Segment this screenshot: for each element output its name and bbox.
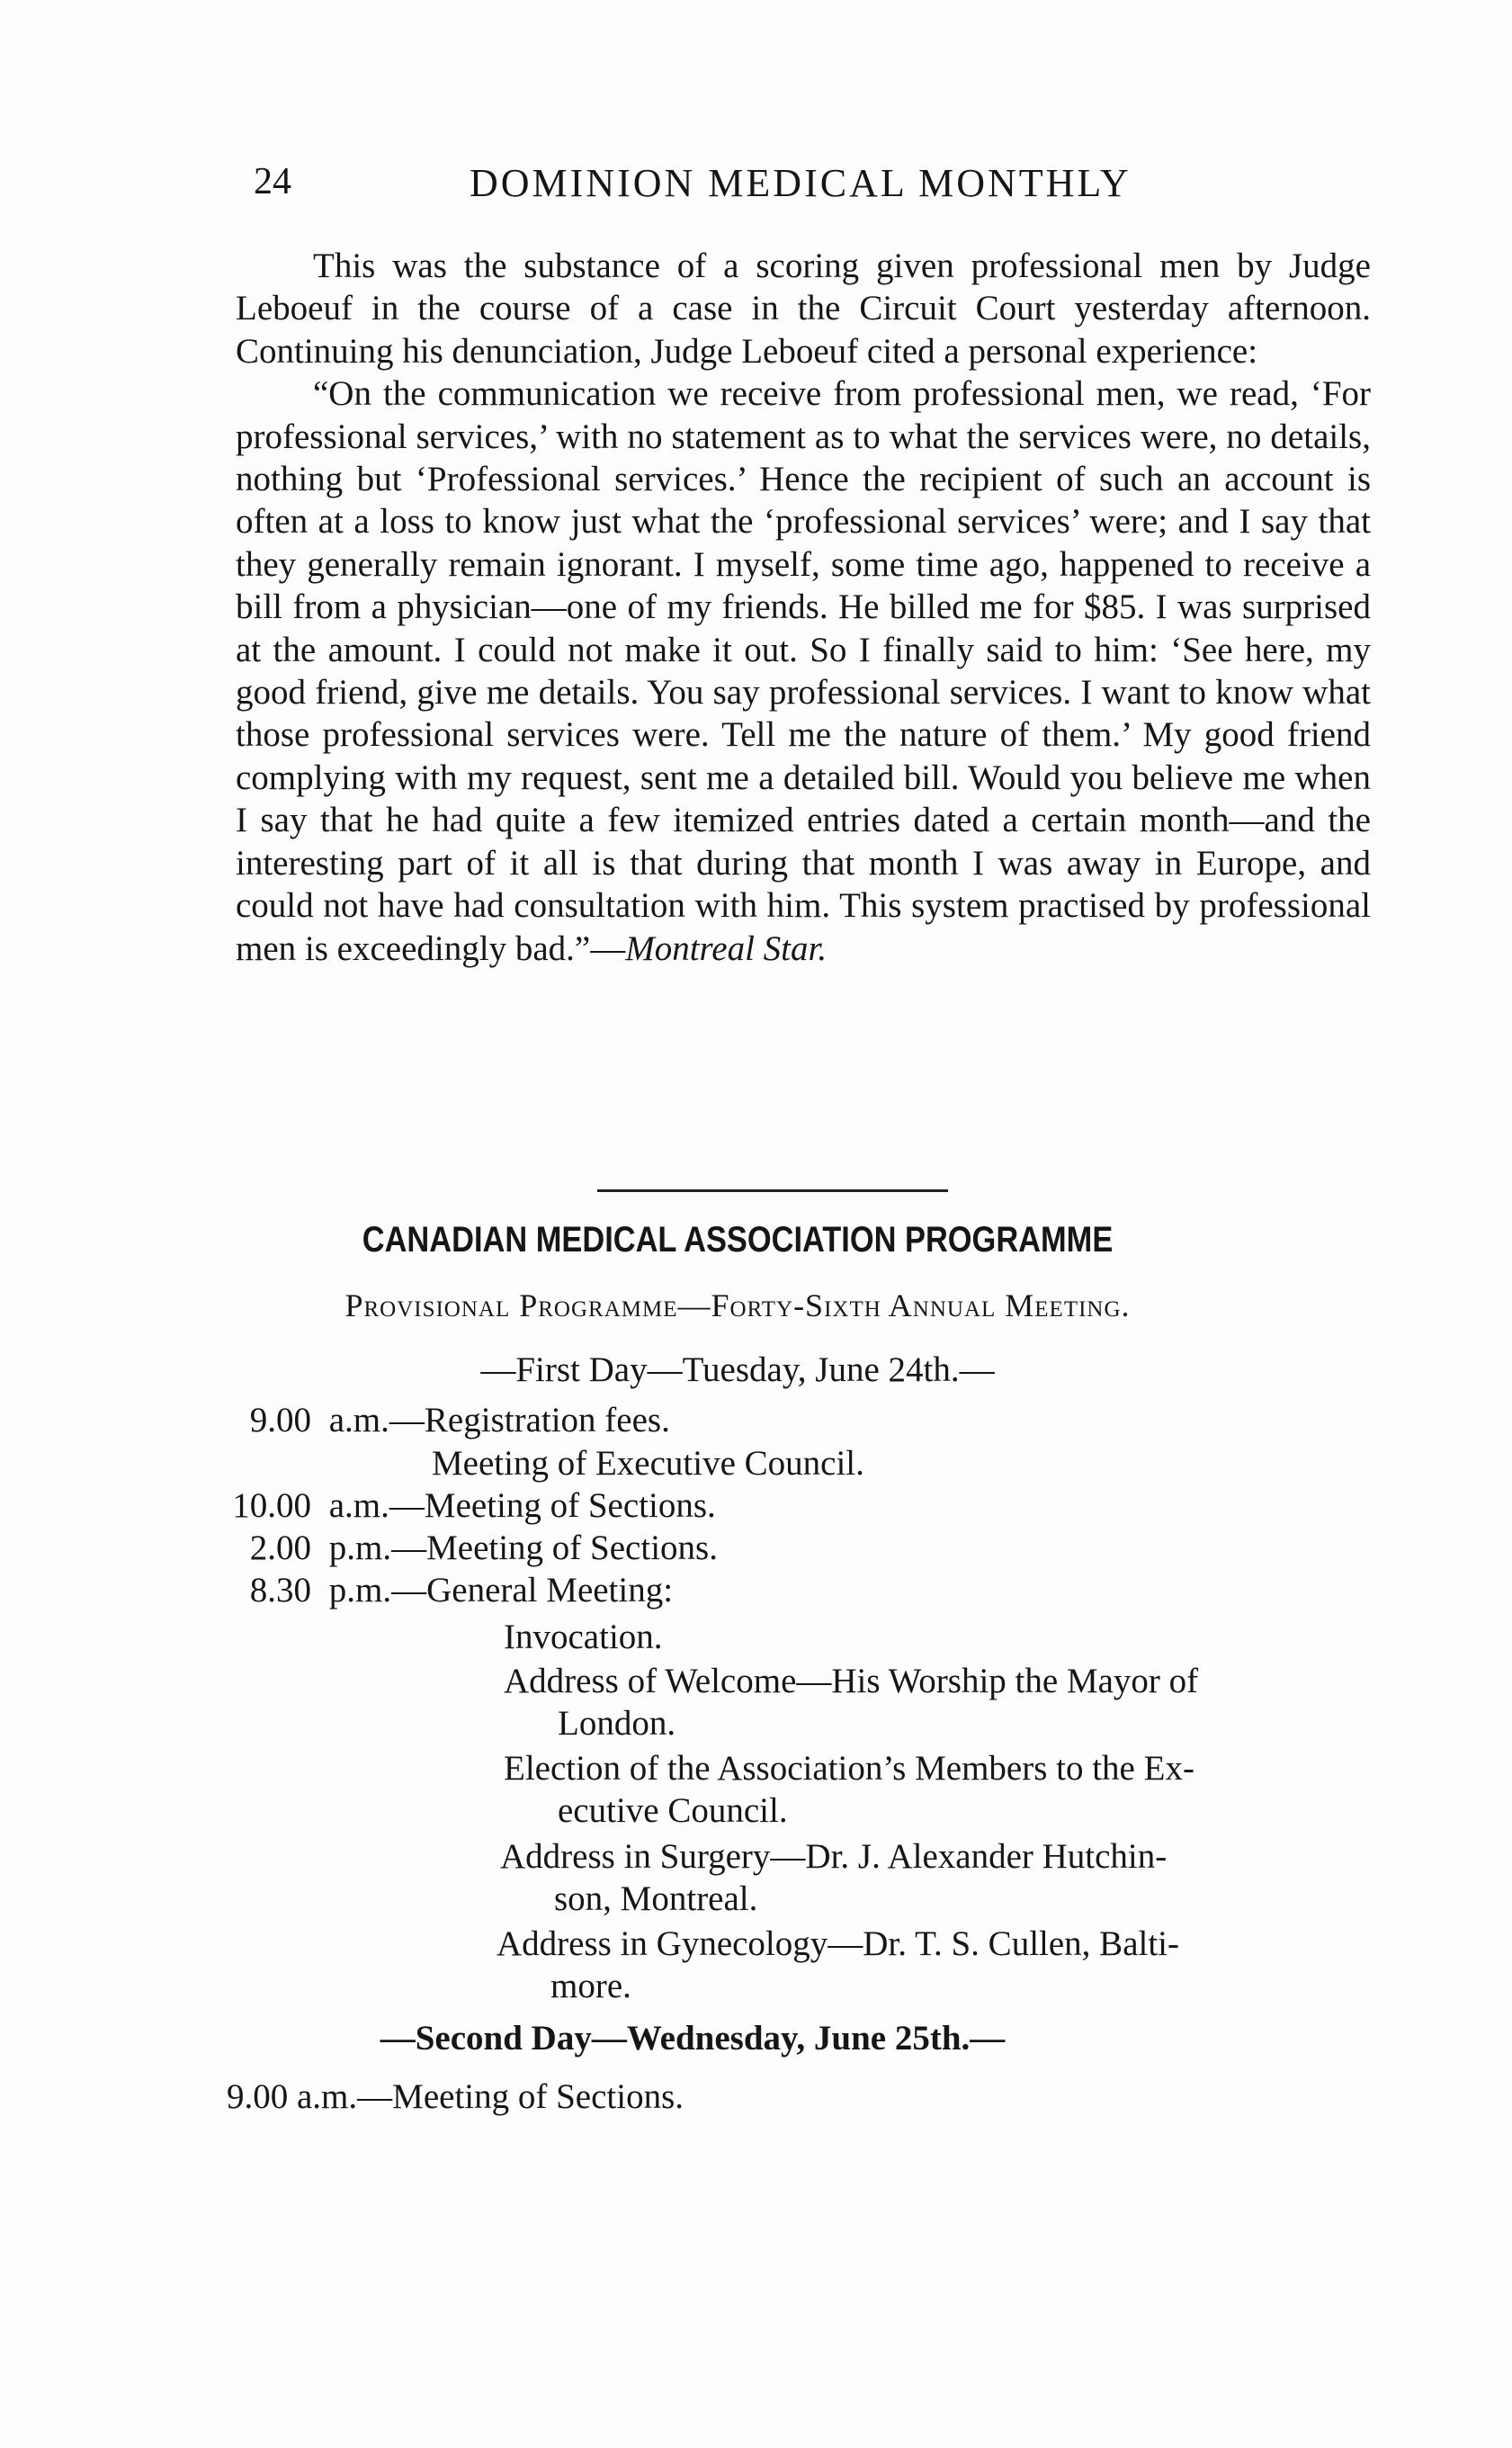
quote-text: “On the communication we receive from professional men, we read, ‘For professional services,’ with no statement as to what the services were, no details, nothing but ‘Professional services.’ Hence the recipient of such an account is often at a loss to know just what the ‘professional services’ were; and I say that they generally remain ignorant. I myself, some time ago, happened to receive a bill from a physician—one of my friends. He billed me for $85. I was surprised at the amount. I could not make it out. So I finally said to him: ‘See here, my good friend, give me details. You say professional services. I want to know what those professional services were. Tell me the nature of them.’ My good friend complying with my request, sent me a detailed bill. Would you believe me when I say that he had quite a few itemized entries dated a certain month—and the interesting part of it all is that during that month I was away in Europe, and could not have had consultation with him. This system practised by professional men is exceedingly bad.”— — [236, 374, 1371, 968]
entry-ampm: p.m. — [328, 1529, 392, 1567]
entry-time: 8.30 — [249, 1571, 311, 1610]
entry-text: —General Meeting: — [391, 1571, 674, 1610]
general-meeting-item — [497, 1923, 1360, 2007]
item-line: Address of Welcome—His Worship the Mayor of — [504, 1662, 1199, 1700]
programme-heading: CANADIAN MEDICAL ASSOCIATION PROGRAMME — [362, 1220, 1114, 1260]
entry-ampm: a.m. — [297, 2077, 358, 2116]
entry-ampm: a.m. — [328, 1486, 389, 1525]
item-line: Address in Gynecology—Dr. T. S. Cullen, Balti- — [497, 1924, 1179, 1963]
schedule-entry — [227, 2076, 684, 2117]
article-body — [236, 245, 1371, 970]
schedule-entry — [432, 1443, 864, 1484]
entry-text: —Meeting of Sections. — [391, 1529, 718, 1567]
entry-time: 10.00 — [232, 1486, 311, 1525]
day-two-title: —Second Day—Wednesday, June 25th.— — [380, 2019, 1006, 2058]
general-meeting-item — [500, 1835, 1364, 1920]
article-paragraph: This was the substance of a scoring given professional men by Judge Leboeuf in the course of a case in the Circuit Court yesterday afternoon. Continuing his denunciation, Judge Leboeuf cited a personal experience: — [236, 247, 1371, 371]
running-title: DOMINION MEDICAL MONTHLY — [470, 161, 1132, 205]
day-one-title: —First Day—Tuesday, June 24th.— — [480, 1350, 995, 1389]
entry-time: 2.00 — [249, 1529, 311, 1567]
schedule-entry — [216, 1570, 673, 1610]
item-continuation: ecutive Council. — [558, 1791, 788, 1830]
article-quote-paragraph — [236, 372, 1371, 970]
general-meeting-item — [504, 1616, 1367, 1658]
item-continuation: more. — [550, 1967, 631, 2005]
entry-text: —Registration fees. — [389, 1401, 670, 1439]
section-divider — [597, 1189, 948, 1192]
entry-text: Meeting of Executive Council. — [432, 1444, 864, 1483]
schedule-entry — [216, 1528, 718, 1568]
entry-text: —Meeting of Sections. — [389, 1486, 716, 1525]
item-continuation: London. — [558, 1704, 676, 1743]
programme-subheading: Provisional Programme—Forty-Sixth Annual Meeting. — [344, 1287, 1131, 1323]
item-line: Invocation. — [504, 1618, 663, 1656]
source-citation: Montreal Star. — [625, 928, 828, 968]
general-meeting-item — [504, 1660, 1367, 1744]
entry-time: 9.00 — [227, 2077, 289, 2116]
entry-ampm: p.m. — [328, 1571, 392, 1610]
page-header — [254, 160, 1171, 214]
schedule-entry — [216, 1400, 670, 1440]
entry-ampm: a.m. — [328, 1401, 389, 1439]
general-meeting-item — [504, 1747, 1367, 1832]
entry-text: —Meeting of Sections. — [357, 2077, 684, 2116]
item-line: Election of the Association’s Members to the Ex- — [504, 1749, 1194, 1788]
page-number: 24 — [254, 161, 291, 202]
entry-time: 9.00 — [249, 1401, 311, 1439]
schedule-entry — [216, 1485, 716, 1526]
item-continuation: son, Montreal. — [554, 1879, 758, 1918]
item-line: Address in Surgery—Dr. J. Alexander Hutchin- — [500, 1837, 1168, 1876]
